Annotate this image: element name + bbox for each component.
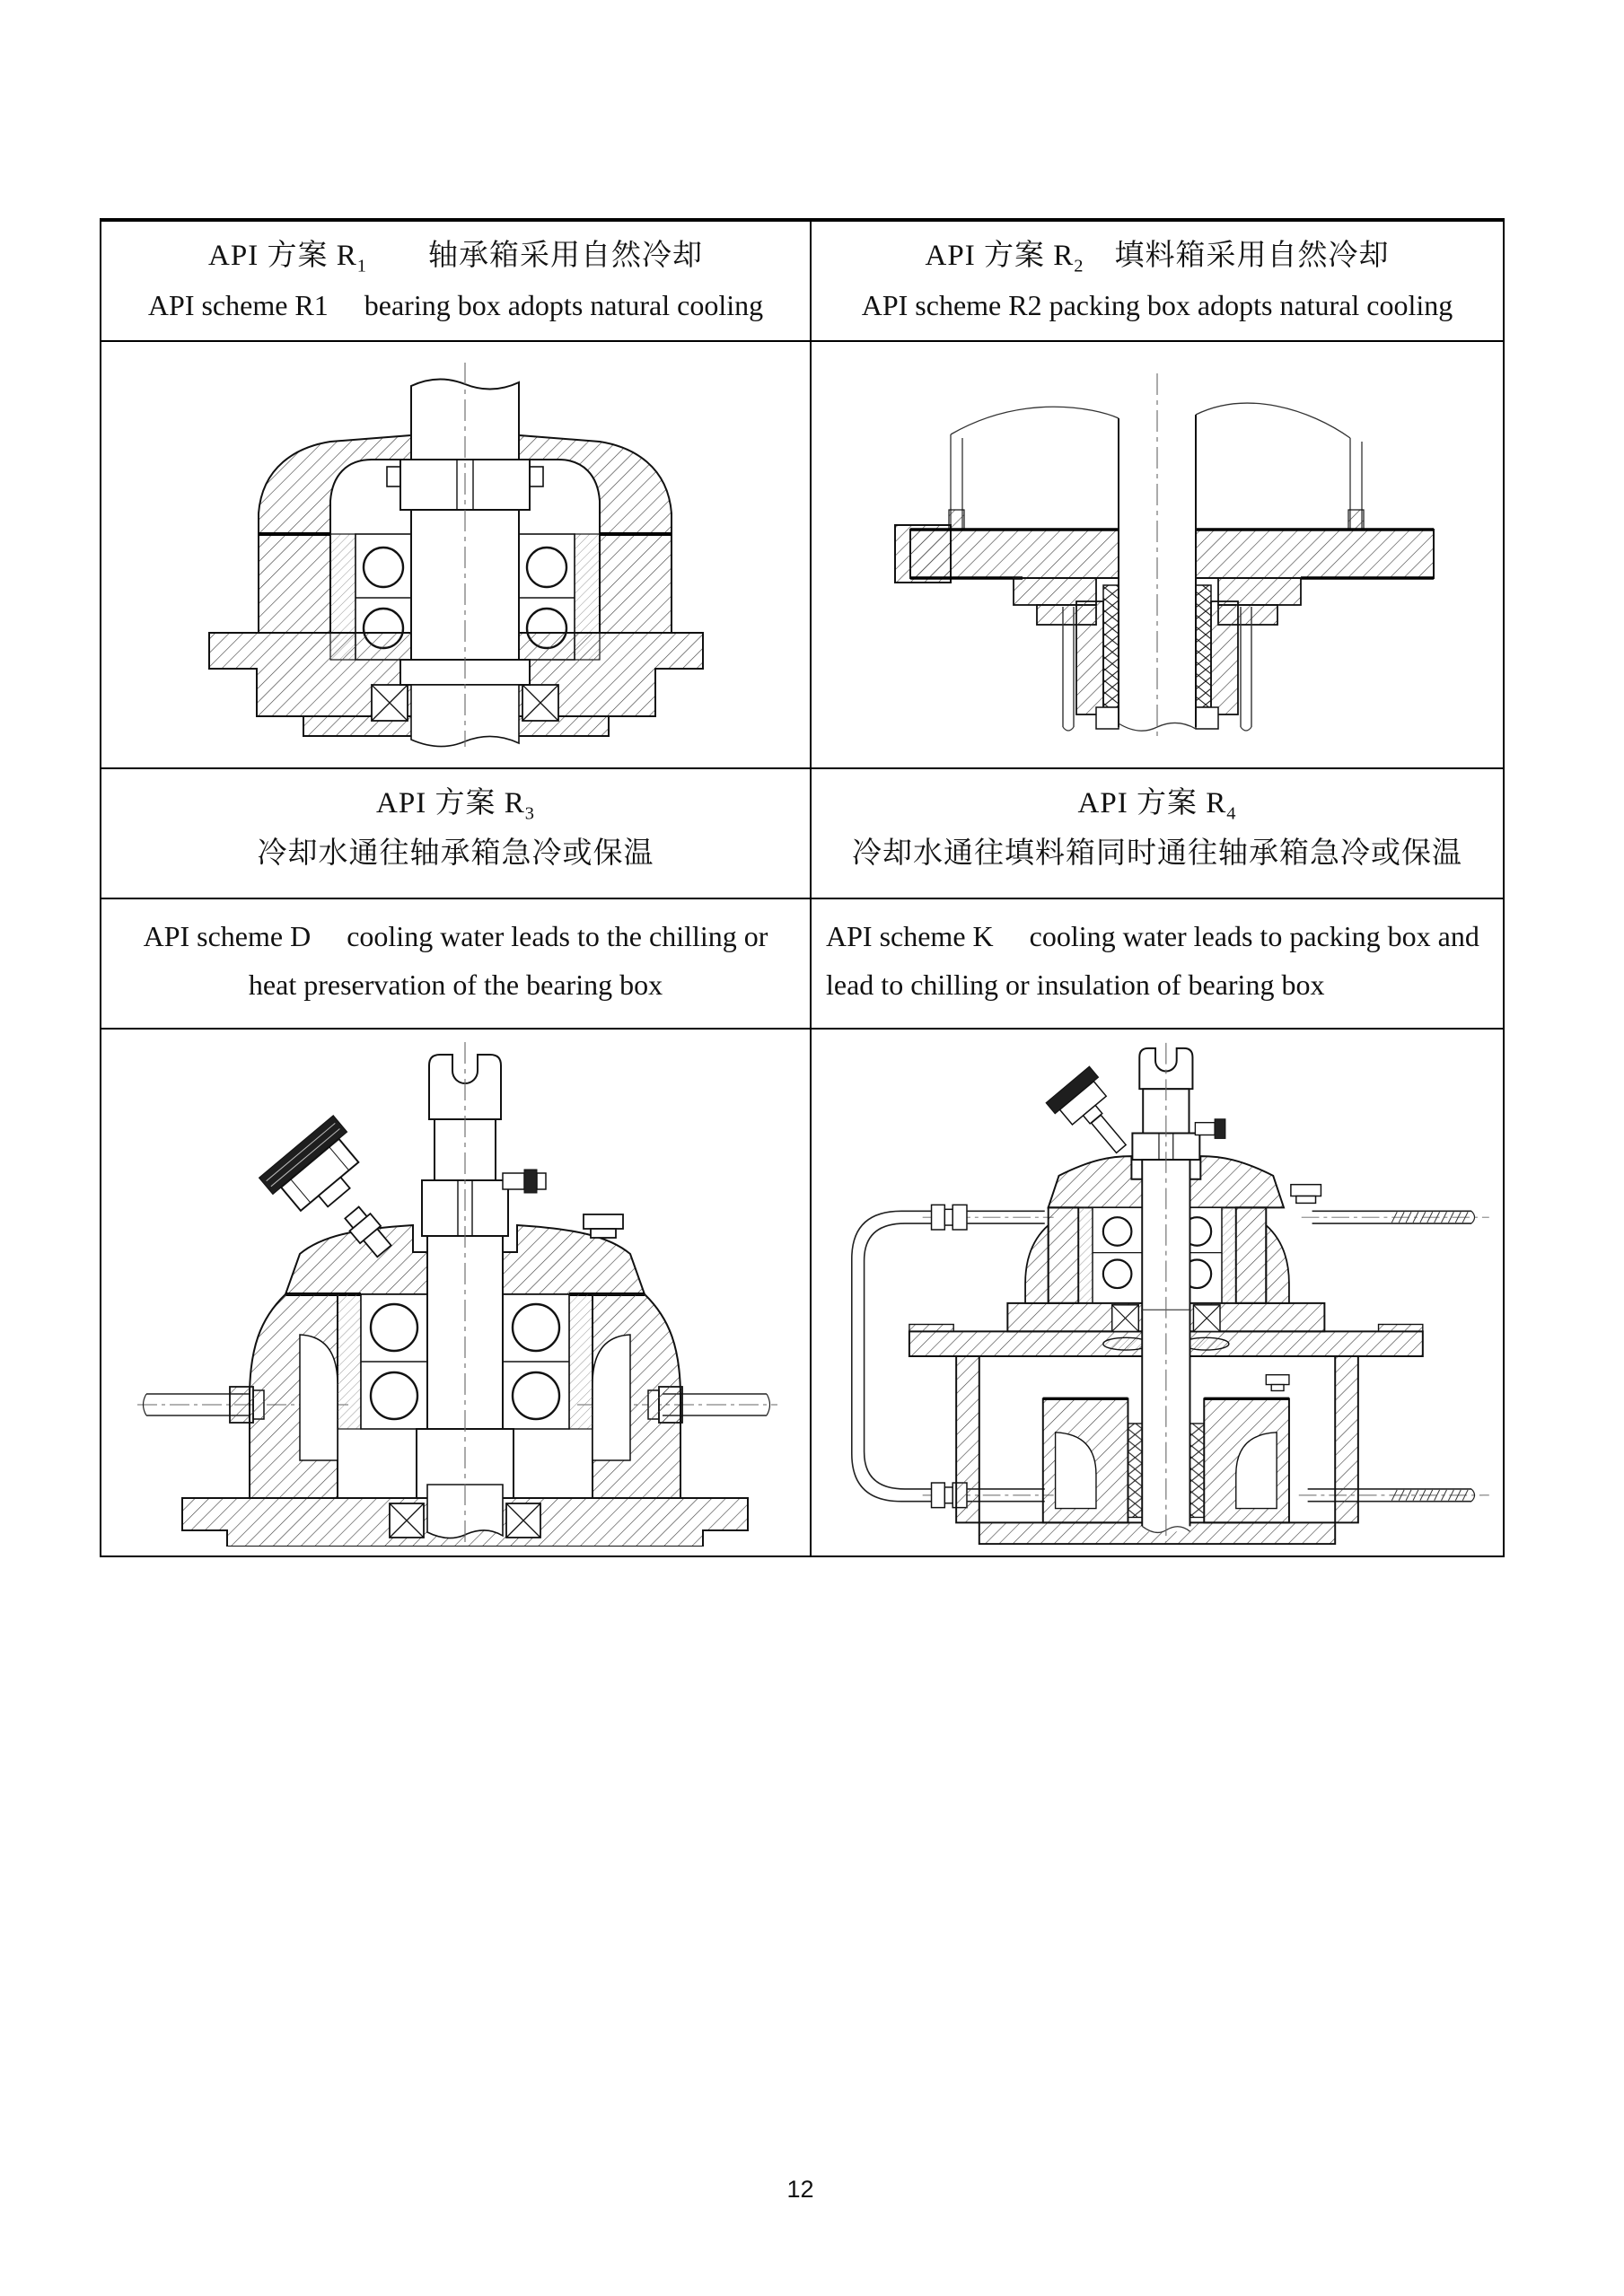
cell-r1-header	[101, 222, 812, 342]
r4-title-zh: API 方案 $R_4$	[1077, 787, 1237, 824]
scheme-d-line2: heat preservation of the bearing box	[248, 968, 663, 1001]
scheme-k-line1: API scheme K cooling water leads to packing box and	[826, 920, 1479, 952]
figure-bearing-box-section	[196, 359, 716, 750]
cell-r1-figure	[101, 342, 812, 769]
cell-r2-header	[812, 222, 1503, 342]
page-number: 12	[786, 2176, 814, 2203]
cell-r4-header	[812, 769, 1503, 899]
cell-r2-figure	[812, 342, 1503, 769]
api-scheme-table	[100, 218, 1505, 1557]
cell-scheme-k-text	[812, 899, 1503, 1030]
r1-title-en: API scheme R1 bearing box adopts natural cooling	[147, 289, 764, 321]
figure-packing-box-section	[861, 366, 1453, 743]
cell-scheme-d-figure	[101, 1030, 812, 1555]
r1-title-zh: API 方案 $R_1$ 轴承箱采用自然冷却	[208, 240, 703, 276]
r2-title-en: API scheme R2 packing box adopts natural cooling	[861, 289, 1453, 321]
cell-r3-header	[101, 769, 812, 899]
cell-scheme-d-text	[101, 899, 812, 1030]
cell-scheme-k-figure	[812, 1030, 1503, 1555]
r4-desc-zh: 冷却水通往填料箱同时通往轴承箱急冷或保温	[852, 837, 1462, 870]
scheme-d-line1: API scheme D cooling water leads to the chilling or	[143, 920, 768, 952]
r3-desc-zh: 冷却水通往轴承箱急冷或保温	[257, 837, 654, 870]
scheme-k-line2: lead to chilling or insulation of bearing box	[826, 968, 1325, 1001]
r2-title-zh: API 方案 $R_2$ 填料箱采用自然冷却	[925, 240, 1390, 276]
r3-title-zh: API 方案 $R_3$	[376, 787, 535, 824]
figure-cooling-piping-section	[816, 1038, 1498, 1547]
figure-bearing-box-cooling-section	[124, 1038, 788, 1547]
